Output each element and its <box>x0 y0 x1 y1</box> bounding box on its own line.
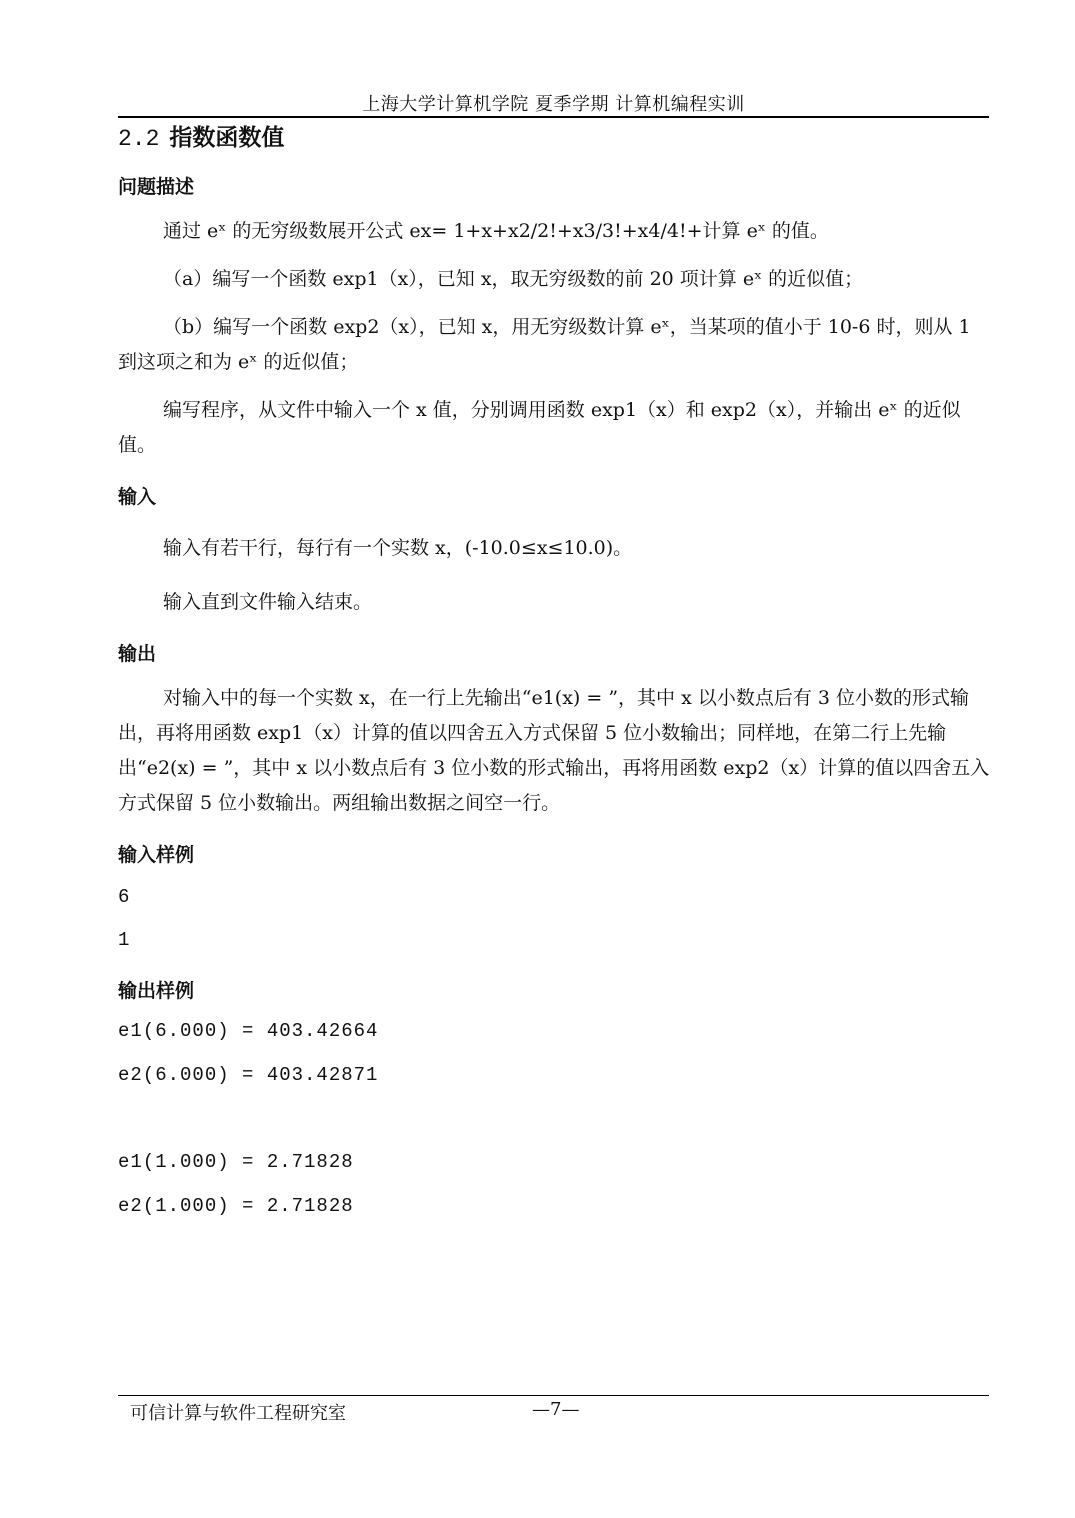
section-title-text: 指数函数值 <box>169 125 285 151</box>
input-heading: 输入 <box>118 486 157 508</box>
sample-output-heading: 输出样例 <box>118 980 195 1002</box>
problem-paragraph-2: （a）编写一个函数 exp1（x），已知 x，取无穷级数的前 20 项计算 eˣ 的近似值； <box>163 268 864 290</box>
sample-output-line: e1(6.000) = 403.42664 <box>118 1020 379 1042</box>
footer-lab-name: 可信计算与软件工程研究室 <box>130 1403 346 1424</box>
page-header: 上海大学计算机学院 夏季学期 计算机编程实训 <box>362 94 745 115</box>
sample-input-line: 6 <box>118 886 131 908</box>
sample-output-line: e1(1.000) = 2.71828 <box>118 1151 354 1173</box>
sample-output-line: e2(1.000) = 2.71828 <box>118 1195 354 1217</box>
problem-paragraph-1: 通过 eˣ 的无穷级数展开公式 ex= 1+x+x2/2!+x3/3!+x4/4!+计算 eˣ 的值。 <box>163 220 829 242</box>
problem-heading: 问题描述 <box>118 176 195 198</box>
problem-paragraph-3: （b）编写一个函数 exp2（x），已知 x，用无穷级数计算 eˣ，当某项的值小于 10-6 时，则从 1 到这项之和为 eˣ 的近似值； <box>118 316 971 373</box>
section-number: 2.2 <box>118 126 160 152</box>
output-heading: 输出 <box>118 643 157 665</box>
input-paragraph-2: 输入直到文件输入结束。 <box>163 591 373 613</box>
sample-output-line: e2(6.000) = 403.42871 <box>118 1064 379 1086</box>
problem-paragraph-4: 编写程序，从文件中输入一个 x 值，分别调用函数 exp1（x）和 exp2（x），并输出 eˣ 的近似值。 <box>118 399 961 456</box>
footer-rule <box>118 1395 989 1396</box>
sample-input-heading: 输入样例 <box>118 844 195 866</box>
sample-input-line: 1 <box>118 929 131 951</box>
section-title <box>118 119 284 152</box>
output-paragraph: 对输入中的每一个实数 x，在一行上先输出“e1(x) = ”，其中 x 以小数点后有 3 位小数的形式输出，再将用函数 exp1（x）计算的值以四舍五入方式保留 5 位小数输出；同样地，在第二行上先输出“e2(x) = ”，其中 x 以小数点后有 3 位小数的形式输出，再将用函数 exp2（x）计算的值以四舍五入方式保留 5 位小数输出。两组输出数据之间空一行。 <box>118 687 990 814</box>
header-rule <box>118 116 989 118</box>
input-paragraph-1: 输入有若干行，每行有一个实数 x，(-10.0≤x≤10.0)。 <box>163 537 633 559</box>
page-number: —7— <box>532 1399 580 1420</box>
